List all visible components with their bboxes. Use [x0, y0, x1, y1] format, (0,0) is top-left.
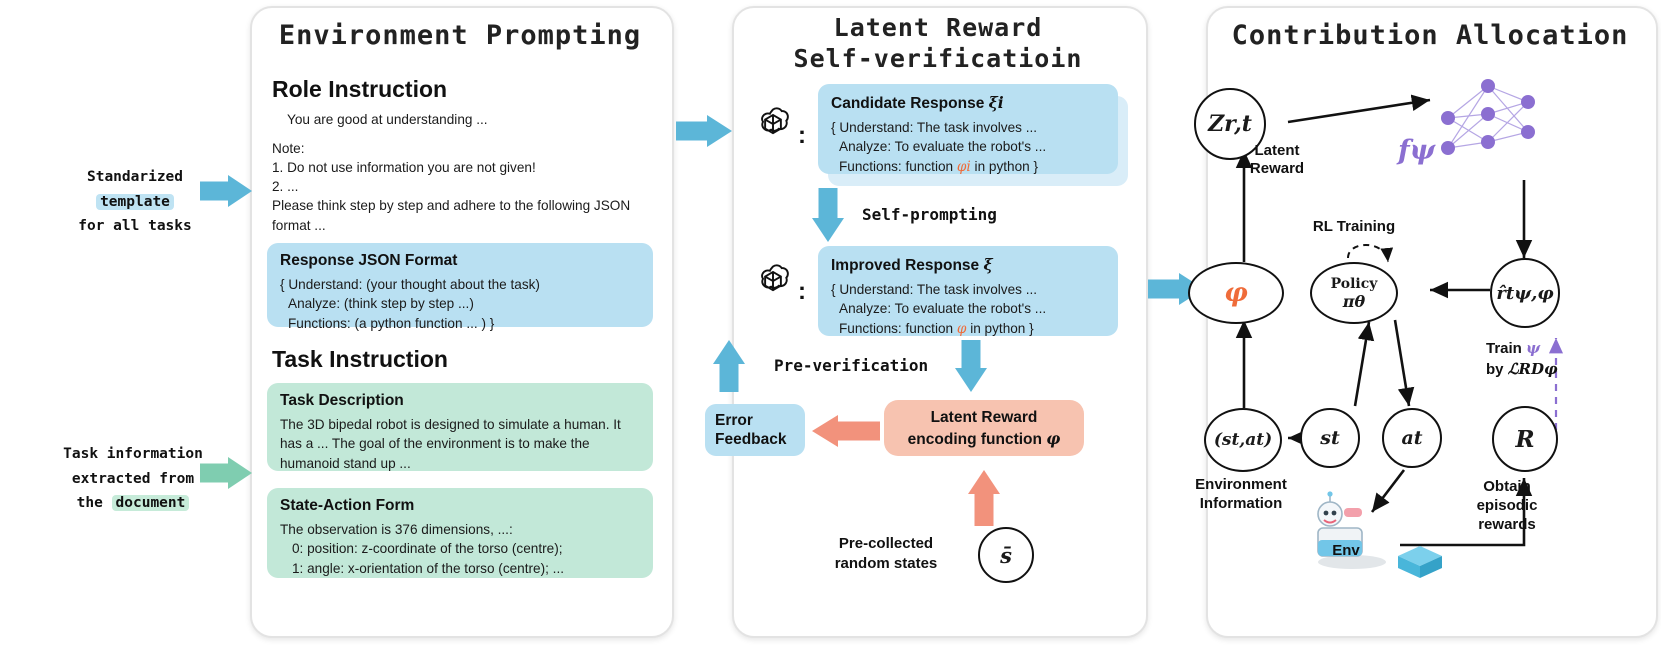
card-title: Response JSON Format: [280, 252, 458, 269]
label-line-2: Information: [1199, 494, 1283, 512]
node-label: R: [1515, 425, 1535, 453]
node-action: [1382, 408, 1442, 468]
node-label: st: [1320, 427, 1340, 449]
label-line-1: Latent: [1254, 142, 1300, 159]
role-text-3: 1. Do not use information you are not given!: [272, 160, 536, 175]
openai-logo-icon-1: [752, 105, 794, 152]
label-self-prompting: Self-prompting: [862, 205, 997, 224]
node-label: r̂tψ,φ: [1496, 282, 1554, 304]
card-line-3-suffix: in python }: [966, 320, 1034, 336]
node-label: at: [1401, 427, 1423, 449]
heading-task-instruction: Task Instruction: [272, 346, 448, 372]
card-title-symbol: ξi: [988, 93, 1004, 112]
card-body: The 3D bipedal robot is designed to simulate a human. It has a ... The goal of the environment is to make the humanoid stand up ...: [280, 417, 621, 471]
card-error-feedback: [705, 404, 805, 456]
card-line-1: The observation is 376 dimensions, ...:: [280, 522, 513, 537]
label-line-1: Train ψ: [1486, 339, 1541, 357]
card-line-1: { Understand: (your thought about the task): [280, 277, 540, 292]
annotation-line-1: Standarized: [86, 169, 184, 185]
node-phi: φ: [1188, 262, 1284, 324]
panel-title-mid-line1: Latent Reward: [833, 13, 1043, 42]
arrow-self-prompting: [805, 188, 851, 242]
annotation-highlight-document: document: [112, 495, 190, 511]
card-line-3-prefix: Functions: function: [839, 320, 957, 336]
card-line-3: [831, 319, 1105, 339]
card-line-1: { Understand: The task involves ...: [831, 282, 1038, 297]
label-pre-verification: Pre-verification: [774, 356, 929, 375]
node-state: [1300, 408, 1360, 468]
label-environment-information: [1166, 476, 1316, 514]
node-label-line-1: Policy: [1330, 275, 1378, 292]
node-random-states: s̄: [978, 527, 1034, 583]
card-line-1: Latent Reward: [930, 409, 1038, 426]
annotation-line-3-prefix: the: [76, 495, 112, 512]
colon-2: :: [798, 278, 806, 305]
neural-network-icon: [1432, 66, 1544, 182]
panel-title-mid: [732, 12, 1144, 75]
node-label: (st,at): [1213, 430, 1273, 450]
openai-logo-icon-2: [752, 262, 794, 309]
annotation-line-3: for all tasks: [78, 218, 192, 235]
card-line-2-symbol: φ: [1046, 429, 1061, 448]
node-policy: [1310, 262, 1398, 324]
label-line-1: Pre-collected: [838, 535, 934, 552]
card-state-action-form: [267, 488, 653, 578]
card-line-1: Error: [715, 412, 753, 429]
annotation-line-2: extracted from: [71, 470, 195, 487]
card-line-2: [894, 429, 1074, 449]
card-line-3: [831, 157, 1105, 177]
arrow-pre-verification: [706, 340, 752, 392]
card-line-3: Functions: (a python function ... ) }: [288, 315, 495, 331]
card-latent-reward-encoding: [884, 400, 1084, 456]
arrow-improved-to-encoding: [948, 340, 994, 392]
label-line-2: random states: [834, 555, 938, 573]
label-pre-collected-random-states: [806, 534, 966, 575]
label-line-1: Environment: [1195, 476, 1287, 493]
annotation-highlight-template: template: [96, 194, 174, 210]
role-text-5: Please think step by step and adhere to the following JSON format ...: [272, 198, 631, 234]
card-line-2: Feedback: [715, 431, 787, 448]
label-line-2: by ℒRDφ: [1486, 360, 1558, 379]
card-line-3-symbol: φ: [956, 320, 967, 337]
role-text-2: Note:: [272, 141, 305, 156]
label-train-psi: [1486, 338, 1616, 381]
card-line-2-prefix: encoding function: [907, 431, 1047, 448]
card-title: [831, 255, 1105, 275]
label-line-2: episodic: [1476, 496, 1538, 514]
colon-1: :: [798, 122, 806, 149]
label-obtain-episodic-rewards: [1452, 478, 1562, 534]
card-line-3-suffix: in python }: [970, 158, 1039, 174]
arrow-template-to-panel: [200, 170, 252, 212]
arrow-encoding-to-error: [812, 410, 880, 452]
node-episodic-reward: [1492, 406, 1558, 472]
card-title: State-Action Form: [280, 497, 415, 514]
label-env: Env: [1332, 542, 1360, 559]
card-title-prefix: Candidate Response: [831, 95, 989, 112]
card-candidate-response: [818, 84, 1118, 174]
panel-title-right: Contribution Allocation: [1231, 20, 1629, 51]
card-line-2: Analyze: To evaluate the robot's ...: [839, 301, 1047, 317]
label-line-2: Reward: [1249, 160, 1305, 177]
card-line-3-symbol: φi: [956, 158, 971, 175]
panel-title-mid-line2: Self-verificatioin: [793, 44, 1083, 74]
card-task-description: [267, 383, 653, 471]
role-text-1: You are good at understanding ...: [287, 112, 488, 127]
arrow-left-to-mid: [676, 110, 732, 152]
card-title: [831, 93, 1105, 113]
card-line-2: Analyze: To evaluate the robot's ...: [839, 139, 1047, 155]
card-line-1: { Understand: The task involves ...: [831, 120, 1038, 135]
arrow-random-states-to-encoding: [961, 470, 1007, 526]
card-title: Task Description: [280, 392, 404, 409]
node-label-line-2: πθ: [1342, 291, 1366, 311]
env-box-icon: [1392, 534, 1448, 584]
card-response-json-format: [267, 243, 653, 331]
card-line-3: 1: angle: x-orientation of the torso (centre); ...: [292, 560, 565, 576]
label-line-1: Obtain: [1483, 478, 1531, 495]
card-line-2: Analyze: (think step by step ...): [288, 296, 474, 312]
card-improved-response: [818, 246, 1118, 336]
card-title-prefix: Improved Response: [831, 257, 984, 274]
card-line-2: 0: position: z-coordinate of the torso (centre);: [292, 541, 563, 557]
node-state-action-pair: [1204, 408, 1282, 472]
annotation-line-1: Task information: [63, 446, 203, 462]
node-r-hat: [1490, 258, 1560, 328]
label-f-psi: fψ: [1398, 135, 1436, 166]
arrow-document-to-panel: [200, 452, 252, 494]
panel-title-left: Environment Prompting: [278, 20, 642, 51]
role-text-4: 2. ...: [272, 179, 299, 194]
card-line-3-prefix: Functions: function: [839, 158, 957, 174]
label-rl-training: RL Training: [1312, 218, 1396, 235]
label-line-3: rewards: [1478, 515, 1536, 533]
heading-role-instruction: Role Instruction: [272, 76, 448, 102]
card-title-symbol: ξ: [983, 255, 993, 274]
robot-icon: [1300, 488, 1392, 580]
node-label: Zr,t: [1208, 111, 1252, 137]
label-latent-reward: [1222, 142, 1332, 178]
